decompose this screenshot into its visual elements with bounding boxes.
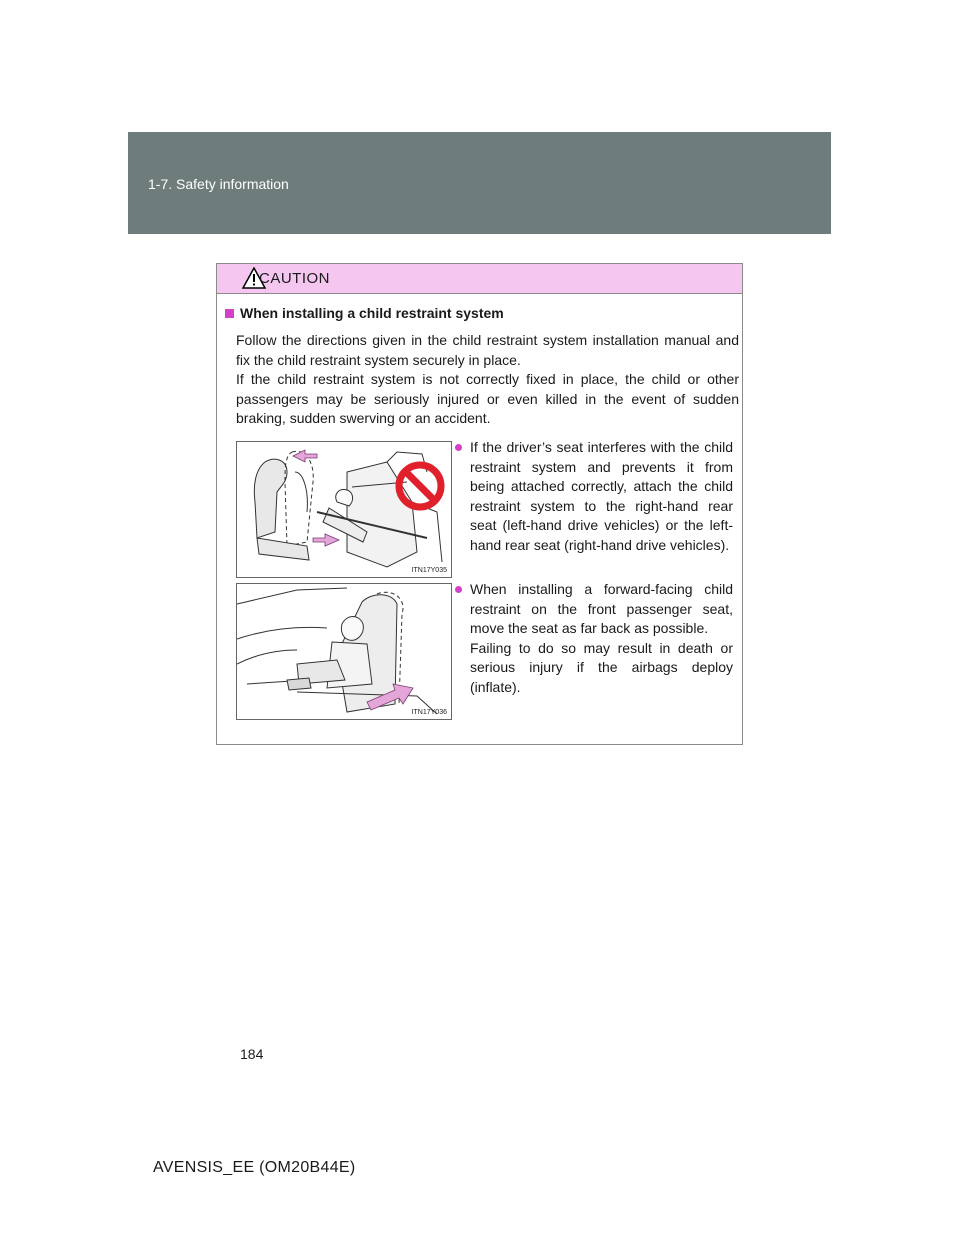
caution-header (217, 264, 742, 294)
round-bullet-icon (455, 586, 462, 593)
note-text-2: Failing to do so may result in death or serious injury if the airbags deploy (inflate). (470, 639, 733, 695)
note-text: If the driver’s seat interferes with the child restraint system and prevents it from being attached correctly, attach the child restraint system to the right-hand rear seat (left-hand drive vehicles) or the left-hand rear seat (right-hand drive vehicles). (470, 439, 733, 553)
note-text: When installing a forward-facing child restraint on the front passenger seat, move the seat as far back as possible. (470, 581, 733, 636)
car-interior-illustration (237, 442, 451, 577)
illustration-forward-facing-seat (236, 583, 452, 720)
square-bullet-icon (225, 309, 234, 318)
note-driver-seat (455, 438, 733, 555)
child-seat-illustration (237, 584, 451, 719)
section-title: 1-7. Safety information (148, 176, 289, 192)
document-code: AVENSIS_EE (OM20B44E) (153, 1159, 356, 1176)
figure-code: ITN17Y036 (411, 709, 447, 716)
figure-code: ITN17Y035 (411, 567, 447, 574)
round-bullet-icon (455, 444, 462, 451)
page-number: 184 (240, 1046, 264, 1062)
caution-intro (236, 331, 739, 429)
caution-paragraph-1: Follow the directions given in the child restraint system installation manual and fix the child restraint system securely in place. (236, 332, 739, 368)
note-forward-facing (455, 580, 733, 697)
caution-box (216, 263, 743, 745)
caution-paragraph-2: If the child restraint system is not correctly fixed in place, the child or other passengers may be seriously injured or even killed in the event of sudden braking, sudden swerving or an accident. (236, 371, 739, 426)
illustration-driver-seat-interference (236, 441, 452, 578)
caution-label: CAUTION (259, 270, 330, 287)
caution-heading-text: When installing a child restraint system (240, 305, 504, 321)
caution-heading (225, 305, 504, 321)
section-header-band (128, 132, 831, 234)
